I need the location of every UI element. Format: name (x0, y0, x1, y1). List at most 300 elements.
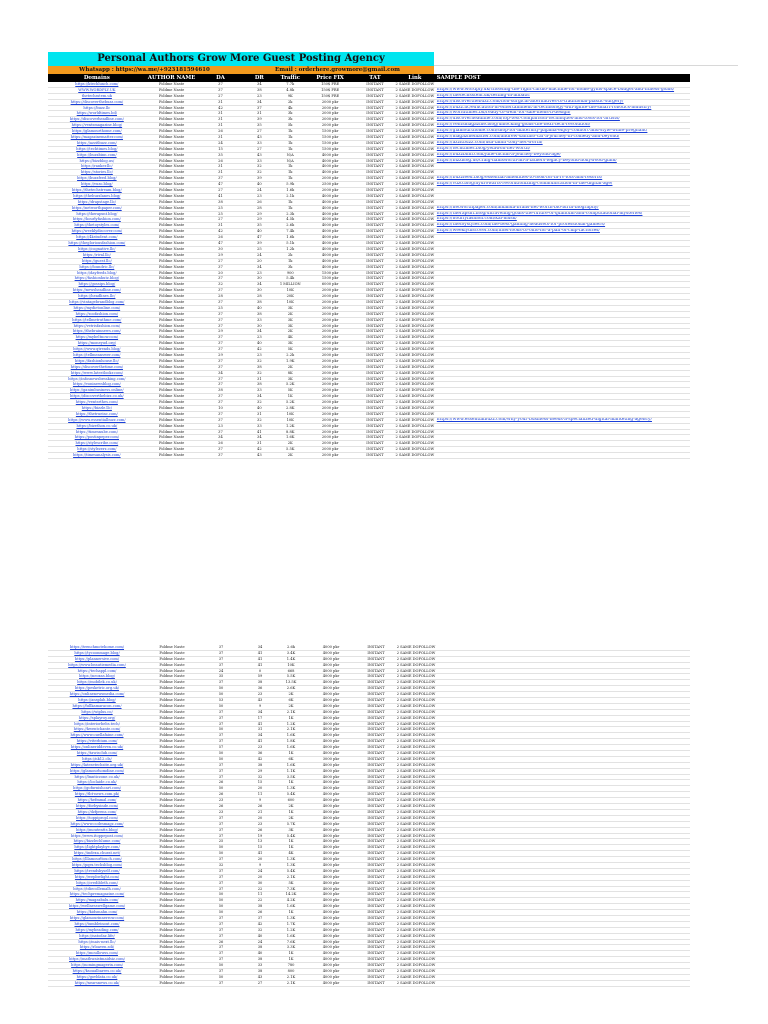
sample-post-link[interactable] (435, 406, 690, 411)
domain-link[interactable]: https://weeklydiscover.com/ (71, 229, 123, 234)
traffic-value: N/A (286, 158, 294, 163)
sample-post-link[interactable]: https://www.essentialbuzz.com/why-your-business-needs-a-specialized-digital-marketing-agency/ (436, 417, 652, 422)
domain-link[interactable]: https://viterbium.com/ (76, 739, 118, 744)
sample-post-link[interactable] (435, 312, 690, 317)
traffic-value: 1.4K (286, 656, 296, 661)
tat-value: INSTANT (366, 123, 384, 128)
sample-post-link[interactable] (435, 365, 690, 370)
author-name: Foldme Naste (158, 270, 185, 275)
sample-post-link[interactable]: https://worldtimes.bd/ready-to-wear-for-sale-mens-li-design/ (436, 111, 571, 116)
domain-link[interactable]: https://fullkamaracon.com/ (72, 703, 122, 708)
domain-link[interactable]: https://tawisclub.com/ (76, 751, 118, 756)
sample-post-link[interactable] (435, 282, 690, 287)
price-value: 2000 pkr (321, 388, 339, 393)
traffic-value: 3K (287, 376, 293, 381)
sample-post-link[interactable] (435, 359, 690, 364)
domain-link[interactable]: https://lightplaybye.com/ (74, 845, 120, 850)
traffic-value: 3k (288, 264, 293, 269)
domain-link[interactable]: https://myheading.com/ (75, 927, 119, 932)
domain-link[interactable]: https://onlinenewsmedia.com/ (69, 692, 125, 697)
sample-post-link[interactable] (435, 306, 690, 311)
sample-post-link[interactable]: https://azzitbuzz.com/usa-tamir-tony-net-worth/ (436, 140, 543, 145)
dr-value: 47 (257, 235, 262, 240)
tat-value: INSTANT (367, 662, 385, 667)
sample-post-link[interactable] (435, 82, 690, 87)
sample-post-link[interactable]: https://magazinematter.com/andrew-santino-car-a-journey-in-comedy-and-beyond/ (436, 135, 620, 140)
sample-post-link[interactable]: https://networthpaper.com/amanda-brans-net-worth-bio-birth-biography/ (436, 205, 599, 210)
domain-link[interactable]: https://forbysinde.com/ (75, 804, 119, 809)
domain-link[interactable]: https://www.ouellafaine.com/ (70, 733, 124, 738)
domain-link[interactable]: https://headlines.llc/ (78, 294, 116, 299)
traffic-value: 4k (288, 105, 293, 110)
sample-post-link[interactable] (435, 194, 690, 199)
traffic-value: 1.3K (286, 915, 296, 920)
tat-value: INSTANT (366, 211, 384, 216)
domain-link[interactable]: https://4kstudent.com/ (76, 235, 118, 240)
domain-link[interactable]: https://buzzbinn.com/ (77, 152, 117, 157)
author-name: Foldme Naste (159, 662, 185, 667)
traffic-value: 3K (287, 341, 293, 346)
domain-link[interactable]: https://glamourinnerrow.com/ (69, 915, 125, 920)
traffic-value: 3.3K (286, 945, 296, 950)
domain-link[interactable]: https://discoverthebizz.co.uk/ (70, 394, 124, 399)
tat-value: INSTANT (366, 235, 384, 240)
domain-link[interactable]: https://newsheadline.com/ (72, 288, 121, 293)
sample-post-link[interactable]: https://buzz.llc/education-in-entertainment-ai-technology-will-ignite-the-smart-robotics-industry/ (436, 105, 652, 110)
sample-post-link[interactable] (435, 235, 690, 240)
price-value: 1500 pkr (321, 270, 339, 275)
tat-value: INSTANT (366, 217, 384, 222)
domain-link[interactable]: WWW.WORDPLY.UK (78, 87, 116, 92)
sample-post-link[interactable] (435, 341, 690, 346)
tat-value: INSTANT (367, 692, 385, 697)
sample-post-link[interactable] (435, 241, 690, 246)
domain-link[interactable]: https://ranker.llc/ (81, 164, 113, 169)
domain-link[interactable]: https://bizethon.co.uk/ (76, 423, 118, 428)
price-value: 4000 pkr (322, 698, 340, 703)
sample-post-link[interactable]: https://ventsmagazine.blog/unlocking-goals-the-next-tech-revolution/ (436, 123, 591, 128)
price-value: 2000 pkr (321, 176, 339, 181)
domain-link[interactable]: https://stories.llc/ (80, 170, 113, 175)
domain-link[interactable]: https://thegloriousfashion.com/ (68, 241, 126, 246)
domain-link[interactable]: https://gossips.blog/ (78, 282, 116, 287)
sample-post-link[interactable] (435, 265, 690, 270)
domain-link[interactable]: https://infosnewsbreaking.com/ (68, 376, 126, 381)
price-value: 1500 pkr (321, 135, 339, 140)
contact-row (48, 66, 434, 74)
sample-post-link[interactable]: https://discoverthebuzz.com/non-surgical-alternatives-to-traditional-plastic-surgery/ (436, 99, 624, 104)
tat-value: INSTANT (367, 709, 385, 714)
sample-post-link[interactable] (435, 430, 690, 435)
sample-post-link[interactable]: https://weeklydiscover.com/intel-looks-to-ohio-for-a-pair-of-chip-factories/ (436, 229, 600, 234)
price-value: 4000 pkr (322, 945, 340, 950)
traffic-value: 2K (288, 703, 294, 708)
author-name: Foldme Naste (159, 686, 185, 691)
price-value: 2000 pkr (321, 123, 339, 128)
header-price: Price FIX (316, 75, 344, 81)
link-type: 2 SAME DOFOLLOW (395, 288, 435, 293)
domain-link[interactable]: https://www.codesmagz.com/ (70, 821, 124, 826)
sample-post-link[interactable]: https://thetechsstem.uk/testing-in-allbatic (436, 93, 530, 98)
domain-link[interactable]: https://timesanalysis.com/ (73, 453, 121, 458)
domain-link[interactable]: https://interiorbebs.tech/ (74, 721, 120, 726)
link-type: 2 SAME DOFOLLOW (395, 223, 435, 228)
tat-value: INSTANT (367, 703, 385, 708)
dr-value: 34 (257, 733, 263, 738)
dr-value: 30 (257, 880, 263, 885)
sample-post-link[interactable]: https://vuzo.blog/hydrowarts-revolutionizing-communication-in-the-digital-age/ (436, 182, 613, 187)
sample-post-link[interactable] (435, 400, 690, 405)
author-name: Foldme Naste (159, 774, 185, 779)
author-name: Foldme Naste (158, 453, 185, 458)
sample-post-link[interactable] (435, 288, 690, 293)
dr-value: 20 (257, 874, 263, 879)
link-type: 2 SAME DOFOLLOW (396, 862, 436, 867)
author-name: Foldme Naste (158, 146, 185, 151)
traffic-value: 2k (288, 252, 293, 257)
traffic-value: 5.9k (286, 182, 295, 187)
domain-link[interactable]: https://azzitbuzz.com/ (76, 140, 117, 145)
domain-link[interactable]: https://discoverthetime.com/ (70, 364, 123, 369)
tat-value: INSTANT (366, 152, 384, 157)
whatsapp-link[interactable]: Whatsapp : https://wa.me/+923181594610 (79, 67, 210, 73)
sample-post-link[interactable] (435, 300, 690, 305)
domain-link[interactable]: https://pqrx.techsblog.com/ (71, 862, 123, 867)
da-value: 23 (218, 809, 224, 814)
traffic-value: 1k (288, 129, 293, 134)
domain-link[interactable]: https://mydietonline.com/ (73, 305, 121, 310)
dr-value: 38 (257, 680, 263, 685)
domain-link[interactable]: https://vetrisfashion.com/ (73, 323, 121, 328)
domain-link[interactable]: https://ktechlunch.com/ (75, 82, 119, 86)
domain-link[interactable]: https://voninewsblog.com/ (72, 382, 121, 387)
da-value: 37 (218, 358, 223, 363)
author-name: Foldme Naste (159, 703, 185, 708)
domain-link[interactable]: https://techappl.com/ (77, 668, 117, 673)
domain-link[interactable]: https://ksoualbarres.co.uk/ (72, 968, 122, 973)
da-value: 37 (218, 453, 223, 458)
domain-link[interactable]: https://postinpeper.com/ (74, 435, 119, 440)
sample-post-link[interactable] (435, 276, 690, 281)
traffic-value: 10K (286, 417, 294, 422)
domain-link[interactable]: https://www.beautiemedia.com/ (68, 662, 126, 667)
domain-link[interactable]: https://lmnticzone.co.uk/ (74, 774, 120, 779)
domain-link[interactable]: https://vintagebrandblog.com/ (69, 299, 125, 304)
price-value: 4000 pkr (321, 229, 339, 234)
domain-link[interactable]: https://vuzo.blog/ (81, 182, 113, 187)
domain-link[interactable]: https://thebuzzlanes.blog/ (73, 193, 121, 198)
domain-link[interactable]: https://glamourhomdine.com/ (70, 768, 124, 773)
dr-value: 38 (257, 957, 263, 962)
domain-link[interactable]: https://cognative.llc/ (78, 246, 116, 251)
price-value: 2000 pkr (321, 382, 339, 387)
domain-link[interactable]: https://latesetechsite.org.uk/ (70, 762, 124, 767)
link-type: 2 SAME DOFOLLOW (396, 692, 436, 697)
dr-value: 32 (257, 927, 263, 932)
domain-link[interactable]: https://credibleth.com/ (76, 880, 118, 885)
dr-value: 38 (257, 87, 262, 92)
sample-post-link[interactable]: https://buzzbinn.com/julie-nichin-a-journey-beyond-age/ (436, 152, 561, 157)
tat-value: INSTANT (366, 294, 384, 299)
tat-value: INSTANT (366, 453, 384, 458)
dr-value: 29 (257, 211, 262, 216)
link-type: 2 SAME DOFOLLOW (396, 833, 436, 838)
sample-post-link[interactable] (435, 247, 690, 252)
sample-post-link[interactable]: https://bizzblog.us/craig-hamsworth-an-a-fathers-legacy-beyond-hollywood-glam/ (436, 158, 617, 163)
sample-post-link[interactable] (435, 271, 690, 276)
domain-link[interactable]: https://techtimes.blog/ (76, 146, 118, 151)
dr-value: 34 (257, 282, 262, 287)
domain-link[interactable]: https://trendsbyself.com/ (74, 868, 120, 873)
domain-link[interactable]: https://pesketric.org.uk/ (74, 686, 120, 691)
sample-post-link[interactable] (435, 412, 690, 417)
sample-post-link[interactable]: https://hourlyfashion.com/kai-musk/ (436, 217, 517, 222)
sample-post-link[interactable]: https://glamourthome.com/shop-for-maternity-pajama-enjoy-comfort-and-style-while-pregnant/ (436, 129, 648, 134)
table-body-top (48, 82, 738, 459)
traffic-value: 2K (288, 815, 294, 820)
domain-link[interactable]: https://www.itoppepost.com/ (70, 833, 124, 838)
domain-link[interactable]: https://magazinematter.com/ (70, 135, 123, 140)
sample-post-link[interactable]: https://www.wordply.uk/choosing-the-right-cardio-machine-for-home-gyms-space-budget-and-fitness-goals/ (436, 87, 675, 92)
da-value: 37 (218, 176, 223, 181)
domain-link[interactable]: https://hefmmal.com/ (77, 798, 117, 803)
da-value: 37 (218, 376, 223, 381)
link-type: 2 SAME DOFOLLOW (395, 358, 435, 363)
sample-post-link[interactable] (435, 200, 690, 205)
tat-value: INSTANT (366, 135, 384, 140)
domain-link[interactable]: https://splayroy.org/ (78, 715, 116, 720)
author-name: Foldme Naste (158, 176, 185, 181)
domain-link[interactable]: https://fashionhutz.blog/ (74, 276, 120, 281)
da-value: 50 (218, 851, 224, 856)
da-value: 29 (218, 352, 223, 357)
sample-post-link[interactable]: https://techtimes.blog/yelawolf-net-worth/ (436, 146, 531, 151)
domain-link[interactable]: https://trenchmotehome.com/ (69, 645, 124, 649)
domain-link[interactable]: https://ventsmagazine.blog/ (71, 123, 123, 128)
da-value: 37 (218, 288, 223, 293)
domain-link[interactable]: https://thebrainnews.com/ (72, 329, 121, 334)
dr-value: 43 (257, 152, 262, 157)
domain-link[interactable]: https://thetechstream.blog/ (71, 188, 122, 193)
domain-link[interactable]: https://tbt-news.com.pk/ (74, 792, 120, 797)
sample-post-link[interactable]: https://buzzfeed.blog/essential-amenities-to-look-for-in-rv-lots-and-resorts/ (436, 176, 603, 181)
domain-link[interactable]: https://wiplus.co/ (81, 709, 113, 714)
sample-post-link[interactable] (435, 253, 690, 258)
sample-post-link[interactable]: https://thetoystyles.com/the-best-gaming-headsets-for-professional-gamers/ (436, 223, 606, 228)
sample-post-link[interactable] (435, 371, 690, 376)
domain-link[interactable]: https://buzz.llc (83, 105, 111, 110)
domain-link[interactable]: https://loclaide.co.uk/ (77, 780, 117, 785)
tat-value: INSTANT (367, 745, 385, 750)
dr-value: 11 (257, 892, 263, 897)
price-value: 4000 pkr (322, 927, 340, 932)
domain-link[interactable]: https://tellmeanswer.com/ (73, 352, 121, 357)
da-value: 37 (218, 874, 224, 879)
domain-link[interactable]: https://tellmetruthme.com/ (72, 317, 122, 322)
domain-link[interactable]: https://lllamourltouch.com/ (72, 857, 122, 862)
traffic-value: 2.6k (286, 223, 295, 228)
da-value: 29 (218, 252, 223, 257)
domain-link[interactable]: https://drapstage.llc/ (77, 199, 116, 204)
link-type: 2 SAME DOFOLLOW (396, 804, 436, 809)
dr-value: 15 (257, 845, 263, 850)
domain-link[interactable]: https://hourlyfashion.com/ (72, 217, 121, 222)
domain-link[interactable]: https://discoverheadline.com/ (69, 117, 124, 122)
domain-link[interactable]: https://nearsnews.co.uk/ (74, 980, 120, 985)
domain-link[interactable]: https://www.latestlookr.com/ (70, 370, 123, 375)
dr-value: 11 (257, 792, 263, 797)
domain-link[interactable]: https://mathwaistmaidsiz.com/ (69, 957, 125, 962)
domain-link[interactable]: https://moutentts.blog/ (76, 827, 118, 832)
sample-post-link[interactable] (435, 435, 690, 440)
domain-link[interactable]: https://dzfprens.com/ (77, 809, 117, 814)
sample-post-link[interactable] (435, 259, 690, 264)
header-dr: DR (254, 75, 264, 81)
domain-link[interactable]: https://guest.llc/ (82, 258, 112, 263)
domain-link[interactable]: https://mais-next.llc/ (78, 939, 116, 944)
domain-link[interactable]: https://wellnesswellgame.com/ (68, 904, 126, 909)
domain-link[interactable]: https://buzzfeed.blog/ (77, 176, 117, 181)
author-name: Foldme Naste (159, 751, 185, 756)
domain-link[interactable]: https://kwentchante.com/ (73, 727, 121, 732)
domain-link[interactable]: https://ventsrthes.com/ (75, 400, 118, 405)
domain-link[interactable]: https://foundric.llc/ (79, 264, 115, 269)
domain-link[interactable]: https://tdiecollemalh.com/ (73, 886, 121, 891)
domain-link[interactable]: https://plannersive.com/ (74, 656, 120, 661)
author-name: Foldme Naste (158, 364, 185, 369)
sample-post-link[interactable] (435, 377, 690, 382)
da-value: 35 (218, 674, 224, 679)
domain-link[interactable]: https://tumbleinout.com/ (74, 921, 120, 926)
domain-link[interactable]: https://glamourthome.com/ (72, 129, 122, 134)
domain-link[interactable]: https://rloaven.sdi/ (79, 945, 115, 950)
domain-link[interactable]: https://zoofashion.com/ (75, 311, 119, 316)
domain-link[interactable]: https://mybeltnow.com/ (75, 335, 119, 340)
domain-link[interactable]: https://natodaz.life/ (79, 933, 115, 938)
domain-link[interactable]: https://kidsmahn.com/ (76, 910, 118, 915)
domain-link[interactable]: https://thetoystyles.com/ (74, 223, 120, 228)
domain-link[interactable]: https://indexa.churat.net/ (73, 851, 121, 856)
da-value: 50 (218, 786, 224, 791)
sample-post-link[interactable] (435, 441, 690, 446)
author-name: Foldme Naste (158, 429, 185, 434)
traffic-value: 7.4k (286, 229, 295, 234)
domain-link[interactable]: https://ganimbusiness.online/ (70, 388, 124, 393)
traffic-value: 5.1k (286, 241, 295, 246)
sample-post-link[interactable] (435, 170, 690, 175)
price-value: 4000 pkr (322, 762, 340, 767)
domain-link[interactable]: https://discoverthebuzz.com/ (70, 99, 124, 104)
da-value: 20 (218, 270, 223, 275)
domain-link[interactable]: https://techpremagazine.com/ (69, 892, 125, 897)
author-name: Foldme Naste (158, 152, 185, 157)
domain-link[interactable]: https://neoxas.blog/ (79, 674, 115, 679)
domain-link[interactable]: https://stylescribe.com/ (75, 441, 119, 446)
dr-value: 20 (257, 815, 263, 820)
sample-post-link[interactable] (435, 388, 690, 393)
domain-link[interactable]: https://moneyud.org/ (77, 341, 116, 346)
author-name: Foldme Naste (159, 645, 185, 649)
sample-post-link[interactable] (435, 324, 690, 329)
sample-post-link[interactable] (435, 453, 690, 458)
sample-post-link[interactable] (435, 347, 690, 352)
sample-post-link[interactable] (435, 329, 690, 334)
link-type: 2 SAME DOFOLLOW (396, 957, 436, 962)
dr-value: 27 (257, 146, 262, 151)
domain-link[interactable]: https://bizzblog.us/ (79, 158, 115, 163)
traffic-value: 1k (288, 176, 293, 181)
domain-link[interactable]: https://nk12.cls/ (82, 756, 112, 761)
domain-link[interactable]: https://stylezerz.com/ (77, 447, 117, 452)
da-value: 26 (218, 792, 224, 797)
traffic-value: 2.1k (286, 193, 295, 198)
domain-link[interactable]: thetechsstem.uk (81, 93, 112, 98)
domain-link[interactable]: https://nomingmagerin.com/ (71, 963, 123, 968)
traffic-value: 900 (286, 270, 294, 275)
sample-post-link[interactable] (435, 188, 690, 193)
link-type: 2 SAME DOFOLLOW (395, 441, 435, 446)
domain-link[interactable]: https://dayfeeds.blog/ (77, 270, 117, 275)
domain-link[interactable]: https://www.qtrends.blog/ (73, 347, 121, 352)
domain-link[interactable]: https://thetrueinc.com/ (75, 411, 118, 416)
domain-link[interactable]: https://rival.llc/ (82, 252, 111, 257)
traffic-value: 668 (287, 668, 295, 673)
sample-post-link[interactable] (435, 424, 690, 429)
author-name: Foldme Naste (158, 352, 185, 357)
author-name: Foldme Naste (159, 827, 185, 832)
sample-post-link[interactable] (435, 164, 690, 169)
header-author: AUTHOR NAME (147, 75, 196, 81)
sample-post-link[interactable] (435, 394, 690, 399)
link-type: 2 SAME DOFOLLOW (396, 874, 436, 879)
domain-link[interactable]: https://toppipropl.com/ (76, 815, 118, 820)
domain-link[interactable]: https://magazbalu.com/ (75, 898, 119, 903)
domain-link[interactable]: https://wepbwlight.com/ (74, 874, 120, 879)
author-name: Foldme Naste (159, 957, 185, 962)
domain-link[interactable]: https://mobilek.co.uk/ (77, 680, 117, 685)
domain-link[interactable]: https://networthpaper.com/ (71, 205, 122, 210)
dr-value: 30 (257, 323, 262, 328)
price-value: 4000 pkr (322, 798, 340, 803)
sample-post-link[interactable] (435, 318, 690, 323)
author-name: Foldme Naste (158, 341, 185, 346)
domain-link[interactable]: https://ansplah.blog/ (78, 698, 116, 703)
table-row (48, 981, 690, 987)
domain-link[interactable]: https://moullowss.com/ (75, 951, 119, 956)
domain-link[interactable]: https://therapsnt.blog/ (76, 211, 118, 216)
domain-link[interactable]: https://worldtimes.bd/ (76, 111, 117, 116)
sample-post-link[interactable] (435, 353, 690, 358)
domain-link[interactable]: https://govblata.co.uk/ (76, 974, 118, 979)
sample-post-link[interactable] (435, 335, 690, 340)
domain-link[interactable]: https://timesnube.com/ (75, 429, 118, 434)
sample-post-link[interactable] (435, 382, 690, 387)
author-name: Foldme Naste (158, 117, 185, 122)
link-type: 2 SAME DOFOLLOW (395, 447, 435, 452)
link-type: 2 SAME DOFOLLOW (395, 82, 435, 86)
sample-post-link[interactable]: https://discoverheadline.com/top-test-comparison-techniques-and-tools-for-artists/ (436, 117, 620, 122)
domain-link[interactable]: https://bizzle.llc/ (81, 405, 112, 410)
sample-post-link[interactable] (435, 447, 690, 452)
sample-post-link[interactable]: https://therapsnt.blog/unraveling-goals-the-future-of-quantum-and-computational-mysteries/ (436, 211, 643, 216)
domain-link[interactable]: https://fashionhouse.llc/ (75, 358, 119, 363)
domain-link[interactable]: https://gofurnishcart.com/ (73, 786, 121, 791)
domain-link[interactable]: https://tycoonmage.blog/ (74, 650, 120, 655)
domain-link[interactable]: https://onlineriddeven.co.uk/ (70, 745, 124, 750)
sample-post-link[interactable] (435, 294, 690, 299)
domain-link[interactable]: https://www.essentialbuzz.com/ (68, 417, 126, 422)
domain-link[interactable]: https://bizzlechlume.com/ (73, 839, 121, 844)
